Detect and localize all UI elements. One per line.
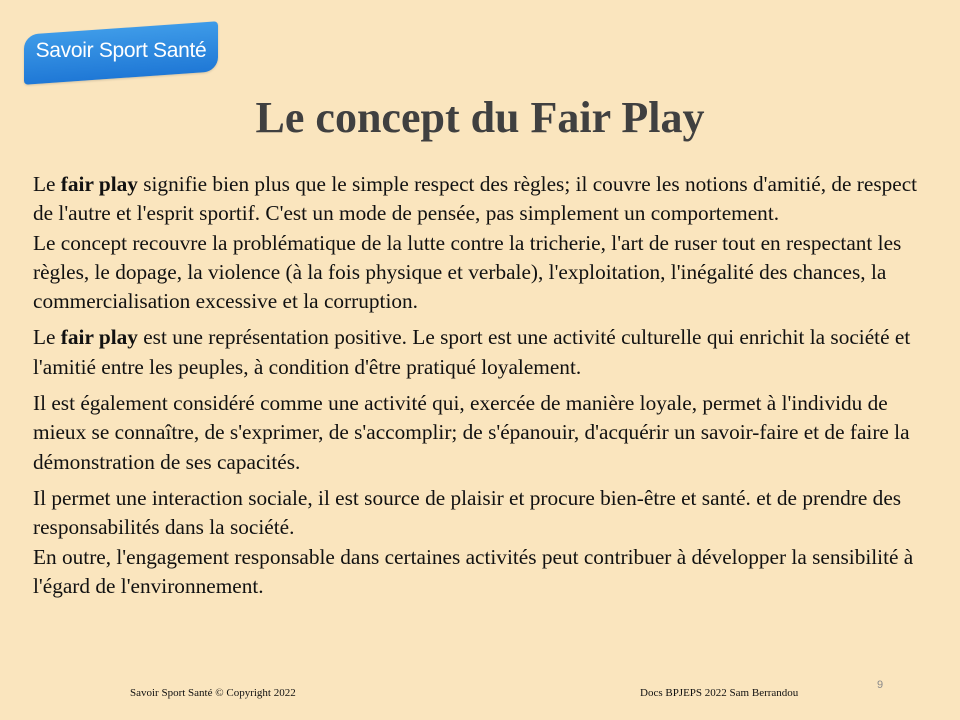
paragraph-1-pre: Le	[33, 172, 61, 196]
paragraph-2-pre: Le	[33, 325, 61, 350]
page-number: 9	[877, 679, 884, 691]
paragraph-1-line2: Le concept recouvre la problématique de la lutte contre la tricherie, l'art de ruser tout en respectant les règles, le dopage, la violence (à la fois physique et verbale), l'exploitation, l'inégalité des chances, la commercialisation excessive et la corruption.	[33, 230, 902, 314]
brand-logo	[24, 21, 218, 85]
footer-copyright: Savoir Sport Santé © Copyright 2022	[130, 687, 296, 699]
slide-title: Le concept du Fair Play	[255, 93, 705, 142]
paragraph-2-bold: fair play	[60, 325, 138, 350]
paragraph-2	[33, 323, 933, 382]
paragraph-4-line2: En outre, l'engagement responsable dans certaines activités peut contribuer à développer la sensibilité à l'égard de l'environnement.	[33, 544, 914, 598]
brand-logo-text: Savoir Sport Santé	[35, 39, 207, 62]
paragraph-4-text: Il permet une interaction sociale, il est source de plaisir et procure bien-être et santé. et de prendre des responsabilités dans la société.	[33, 485, 902, 540]
paragraph-3: Il est également considéré comme une activité qui, exercée de manière loyale, permet à l'individu de mieux se connaître, de s'exprimer, de s'accomplir; de s'épanouir, d'acquérir un savoir-faire et de faire la démonstration de ses capacités.	[33, 391, 910, 474]
footer-credits: Docs BPJEPS 2022 Sam Berrandou	[640, 687, 799, 699]
paragraph-1	[33, 170, 933, 316]
paragraph-4	[33, 484, 933, 601]
paragraph-1-post: signifie bien plus que le simple respect des règles; il couvre les notions d'amitié, de respect de l'autre et l'esprit sportif. C'est un mode de pensée, pas simplement un comportement.	[33, 172, 918, 226]
slide-body	[33, 170, 933, 608]
paragraph-1-bold: fair play	[60, 172, 138, 196]
paragraph-2-post: est une représentation positive. Le sport est une activité culturelle qui enrichit la société et l'amitié entre les peuples, à condition d'être pratiqué loyalement.	[33, 325, 911, 379]
